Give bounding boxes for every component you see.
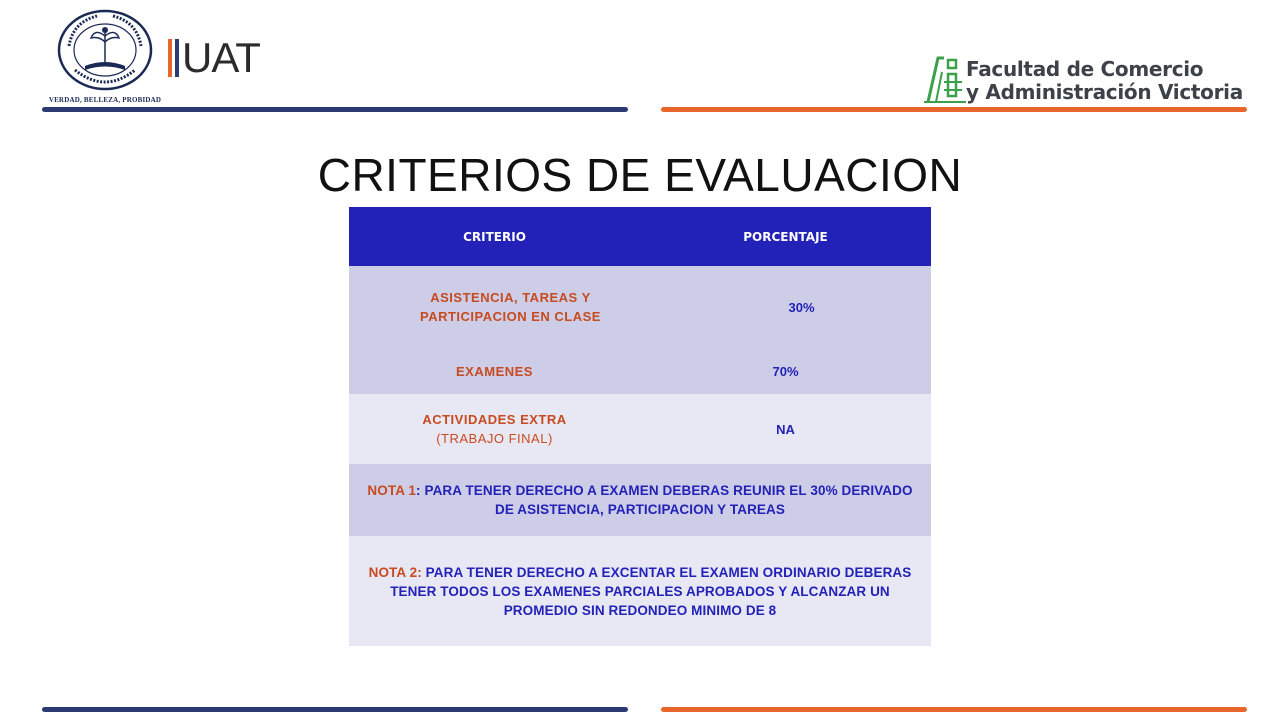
faculty-name-line2: y Administración Victoria bbox=[966, 80, 1243, 104]
uat-bar-orange bbox=[168, 39, 172, 77]
column-header-porcentaje: PORCENTAJE bbox=[743, 229, 828, 244]
note-2 bbox=[349, 563, 931, 620]
porcentaje-cell: 30% bbox=[788, 299, 815, 315]
criterio-sub: (TRABAJO FINAL) bbox=[436, 431, 553, 446]
column-header-criterio: CRITERIO bbox=[463, 229, 526, 244]
faculty-name bbox=[966, 58, 1243, 104]
footer-rule-navy bbox=[42, 707, 628, 712]
header-rule-navy bbox=[42, 107, 628, 112]
uat-logo bbox=[168, 34, 260, 81]
seal-motto: VERDAD, BELLEZA, PROBIDAD bbox=[48, 96, 162, 104]
note-row bbox=[349, 536, 931, 646]
note-2-text: PARA TENER DERECHO A EXCENTAR EL EXAMEN ORDINARIO DEBERAS TENER TODOS LOS EXAMENES PARCIALES APROBADOS Y ALCANZAR UN PROMEDIO SIN REDONDEO MINIMO DE 8 bbox=[390, 564, 912, 618]
criterio-cell: ASISTENCIA, TAREAS Y PARTICIPACION EN CLASE bbox=[420, 290, 601, 324]
faculty-name-line1: Facultad de Comercio bbox=[966, 57, 1204, 81]
table-row bbox=[349, 394, 931, 464]
university-seal-logo bbox=[55, 8, 155, 92]
porcentaje-cell: NA bbox=[776, 421, 795, 437]
note-1 bbox=[349, 481, 931, 519]
criterio-cell: EXAMENES bbox=[456, 363, 533, 379]
criterio-main: ACTIVIDADES EXTRA bbox=[422, 412, 567, 427]
header-rule-orange bbox=[661, 107, 1247, 112]
footer-rule-orange bbox=[661, 707, 1247, 712]
note-row bbox=[349, 464, 931, 536]
note-1-label: NOTA 1 bbox=[367, 483, 417, 498]
uat-bar-navy bbox=[175, 39, 179, 77]
note-2-label: NOTA 2: bbox=[368, 564, 422, 580]
criterio-cell bbox=[349, 410, 640, 448]
table-row bbox=[349, 348, 931, 394]
page-title: CRITERIOS DE EVALUACION bbox=[317, 149, 963, 201]
note-1-text: : PARA TENER DERECHO A EXAMEN DEBERAS REUNIR EL 30% DERIVADO DE ASISTENCIA, PARTICIPACION Y TAREAS bbox=[416, 483, 913, 517]
faculty-logo-icon bbox=[922, 52, 970, 106]
table-header-row bbox=[349, 207, 931, 266]
evaluation-table bbox=[349, 207, 931, 646]
porcentaje-cell: 70% bbox=[772, 363, 799, 379]
uat-logo-text: UAT bbox=[182, 34, 260, 81]
table-row bbox=[349, 266, 931, 348]
